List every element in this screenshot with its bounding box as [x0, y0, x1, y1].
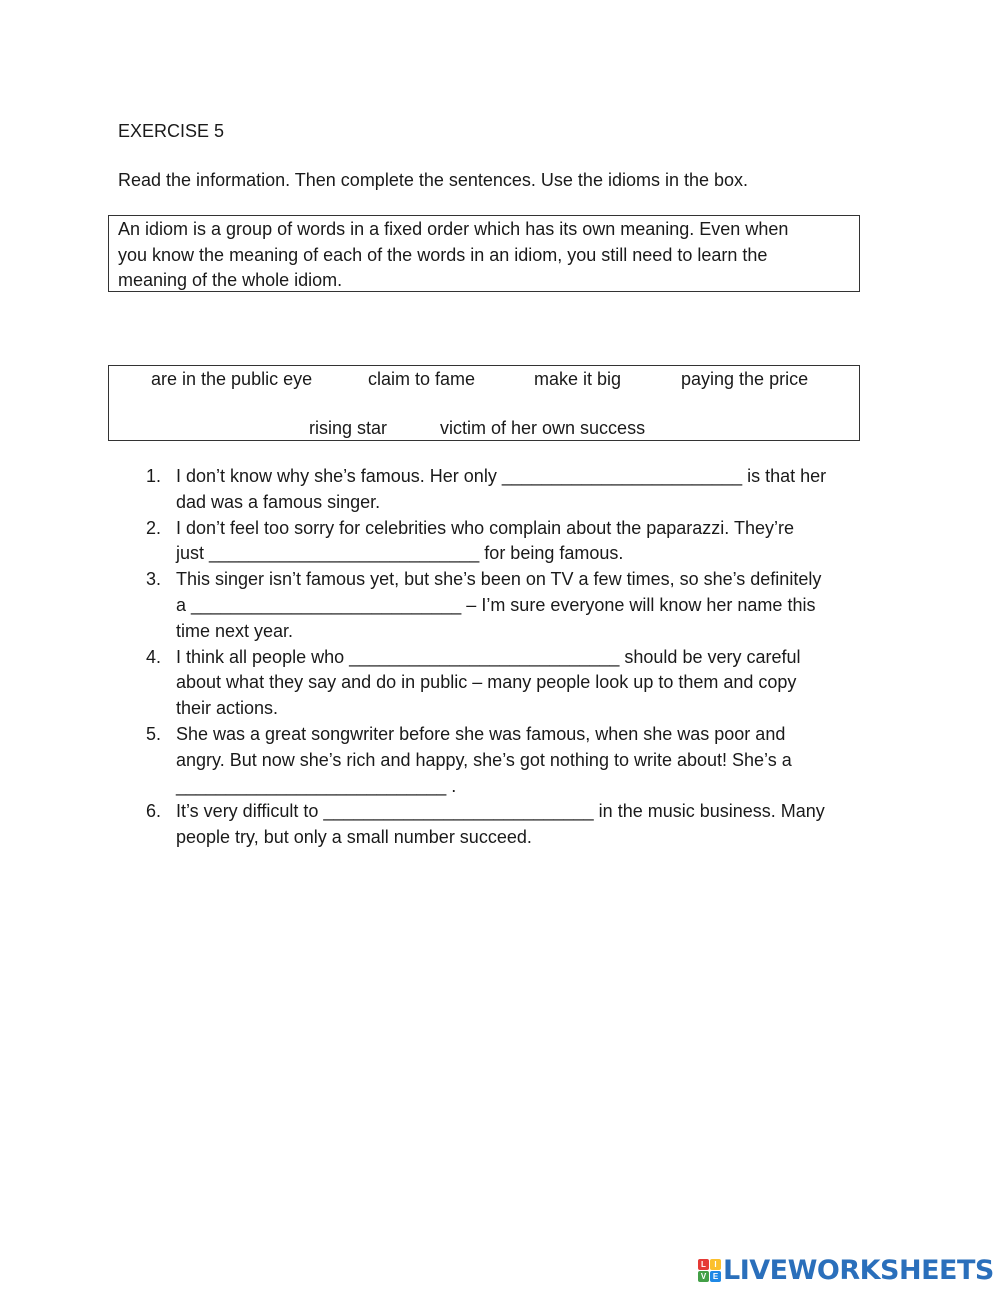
sentence-line: dad was a famous singer.	[176, 491, 381, 512]
idiom-are-in-the-public-eye: are in the public eye	[151, 369, 313, 389]
info-line-1: An idiom is a group of words in a fixed order which has its own meaning. Even when	[118, 219, 789, 239]
instructions: Read the information. Then complete the sentences. Use the idioms in the box.	[118, 170, 749, 190]
sentence-line: She was a great songwriter before she was famous, when she was poor and	[176, 723, 786, 744]
sentence-line: people try, but only a small number succeed.	[176, 827, 532, 848]
sentence-line: I think all people who ___________________________ should be very careful	[176, 646, 801, 667]
sentence-line: angry. But now she’s rich and happy, she’s got nothing to write about! She’s a	[176, 749, 792, 770]
sentence-item	[146, 567, 886, 644]
sentence-item	[146, 722, 886, 799]
sentence-item	[146, 464, 886, 516]
exercise-sentence-list	[146, 464, 886, 851]
sentence-number: 2.	[146, 517, 162, 538]
sentence-line: I don’t know why she’s famous. Her only ________________________ is that her	[176, 466, 827, 486]
idiom-info-box	[108, 215, 860, 292]
sentence-line: a ___________________________ – I’m sure everyone will know her name this	[176, 594, 816, 615]
logo-letter-v: V	[698, 1271, 709, 1282]
sentence-line: about what they say and do in public – many people look up to them and copy	[176, 672, 797, 693]
idiom-make-it-big: make it big	[534, 369, 622, 389]
logo-letter-i: I	[710, 1259, 721, 1270]
idiom-claim-to-fame: claim to fame	[368, 369, 476, 389]
idiom-rising-star: rising star	[309, 418, 388, 438]
logo-letter-l: L	[698, 1259, 709, 1270]
sentence-item	[146, 516, 886, 568]
info-line-2: you know the meaning of each of the words in an idiom, you still need to learn the	[118, 244, 768, 265]
sentence-number: 5.	[146, 723, 162, 744]
info-line-3: meaning of the whole idiom.	[118, 270, 343, 290]
liveworksheets-logo[interactable]	[698, 1254, 994, 1286]
sentence-line: ___________________________ .	[176, 775, 457, 796]
sentence-number: 4.	[146, 646, 162, 667]
sentence-number: 6.	[146, 801, 162, 822]
sentence-item	[146, 799, 886, 851]
sentence-number: 1.	[146, 466, 162, 486]
sentence-line: This singer isn’t famous yet, but she’s been on TV a few times, so she’s definitely	[176, 569, 822, 590]
idiom-word-box	[108, 365, 860, 441]
sentence-line: It’s very difficult to ___________________________ in the music business. Many	[176, 801, 825, 822]
sentence-item	[146, 645, 886, 722]
sentence-line: time next year.	[176, 620, 294, 641]
sentence-number: 3.	[146, 569, 162, 590]
sentence-line: their actions.	[176, 698, 279, 719]
logo-letter-e: E	[710, 1271, 721, 1282]
idiom-victim-of-her-own-success: victim of her own success	[440, 418, 646, 438]
idiom-paying-the-price: paying the price	[681, 369, 809, 389]
liveworksheets-logo-icon	[698, 1259, 721, 1282]
sentence-line: just ___________________________ for being famous.	[176, 543, 624, 564]
sentence-line: I don’t feel too sorry for celebrities who complain about the paparazzi. They’re	[176, 517, 794, 538]
exercise-title: EXERCISE 5	[118, 121, 225, 141]
logo-wordmark: LIVEWORKSHEETS	[723, 1254, 994, 1286]
